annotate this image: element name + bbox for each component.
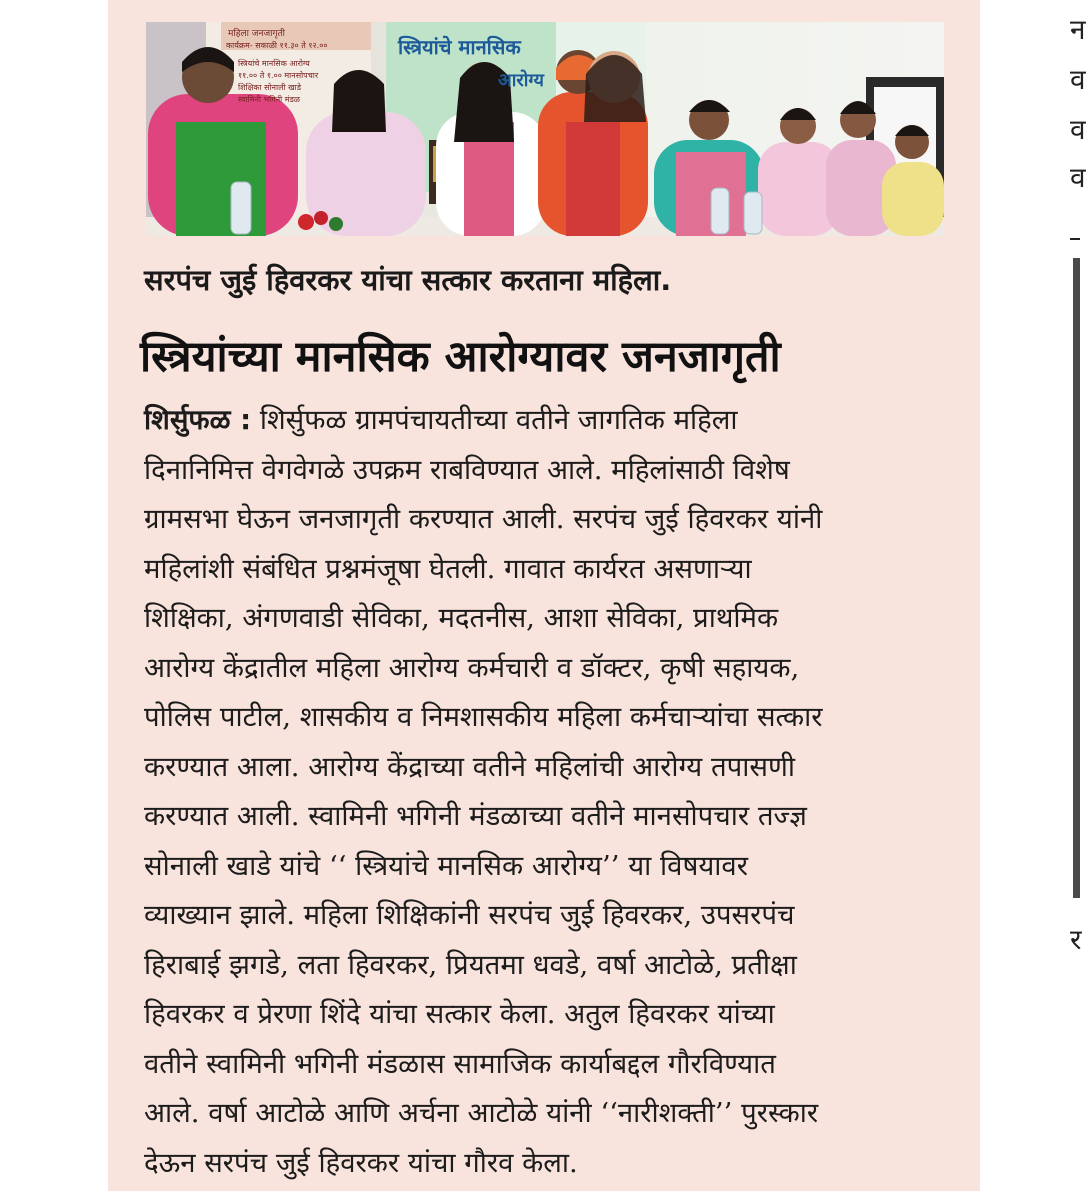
body-line: महिलांशी संबंधित प्रश्नमंजूषा घेतली. गावात कार्यरत असणाऱ्या: [144, 552, 752, 585]
body-line: सोनाली खाडे यांचे ‘‘ स्त्रियांचे मानसिक आरोग्य’’ या विषयावर: [144, 849, 748, 882]
body-line: वतीने स्वामिनी भगिनी मंडळास सामाजिक कार्याबद्दल गौरविण्यात: [144, 1047, 776, 1080]
banner-right-sub: आरोग्य: [498, 70, 544, 91]
body-line: हिराबाई झगडे, लता हिवरकर, प्रियतमा धवडे, वर्षा आटोळे, प्रतीक्षा: [144, 948, 797, 981]
banner-right-title: स्त्रियांचे मानसिक: [398, 35, 521, 59]
banner-line-2: कार्यक्रम- सकाळी ११.३० ते १२.००: [226, 41, 328, 50]
body-line: आरोग्य केंद्रातील महिला आरोग्य कर्मचारी व डॉक्टर, कृषी सहायक,: [144, 651, 800, 684]
banner-line-5: शिक्षिका सोनाली खाडे: [238, 83, 302, 92]
adjacent-text-fragment: व: [1070, 63, 1086, 96]
adjacent-text-fragment: न: [1070, 13, 1086, 46]
left-margin: [0, 0, 108, 1191]
adjacent-column: [1040, 0, 1086, 1191]
adjacent-text-fragment: व: [1070, 161, 1086, 194]
photo-caption: सरपंच जुई हिवरकर यांचा सत्कार करताना महिला.: [144, 263, 672, 297]
banner-line-6: स्वामिनी भगिनी मंडळ: [238, 95, 300, 104]
article-body: [144, 396, 952, 1188]
body-line: ग्रामसभा घेऊन जनजागृती करण्यात आली. सरपंच जुई हिवरकर यांनी: [144, 503, 823, 535]
article-photo: [146, 22, 944, 236]
adjacent-text-fragment: र: [1070, 923, 1082, 956]
body-line: करण्यात आली. स्वामिनी भगिनी मंडळाच्या वतीने मानसोपचार तज्ज्ञ: [144, 800, 807, 832]
banner-line-3: स्त्रियांचे मानसिक आरोग्य: [238, 59, 310, 68]
banner-line-4: ११.०० ते १.०० मानसोपचार: [238, 71, 319, 80]
newspaper-article: [108, 0, 980, 1191]
dateline: शिर्सुफळ :: [144, 404, 252, 436]
banner-line-1: महिला जनजागृती: [228, 29, 285, 39]
adjacent-photo-edge: [1073, 258, 1080, 898]
body-line-text: शिर्सुफळ ग्रामपंचायतीच्या वतीने जागतिक महिला: [251, 404, 738, 436]
body-line: करण्यात आला. आरोग्य केंद्राच्या वतीने महिलांची आरोग्य तपासणी: [144, 750, 795, 783]
body-line: देऊन सरपंच जुई हिवरकर यांचा गौरव केला.: [144, 1146, 578, 1179]
body-line: पोलिस पाटील, शासकीय व निमशासकीय महिला कर्मचाऱ्यांचा सत्कार: [144, 701, 823, 733]
column-rule: [1070, 238, 1080, 240]
body-line: [144, 396, 952, 446]
body-line: दिनानिमित्त वेगवेगळे उपक्रम राबविण्यात आले. महिलांसाठी विशेष: [144, 453, 790, 486]
adjacent-text-fragment: व: [1070, 113, 1086, 146]
body-line: व्याख्यान झाले. महिला शिक्षिकांनी सरपंच जुई हिवरकर, उपसरपंच: [144, 899, 795, 931]
article-headline: स्त्रियांच्या मानसिक आरोग्यावर जनजागृती: [140, 332, 781, 382]
body-line: आले. वर्षा आटोळे आणि अर्चना आटोळे यांनी ‘‘नारीशक्ती’’ पुरस्कार: [144, 1097, 819, 1129]
body-line: हिवरकर व प्रेरणा शिंदे यांचा सत्कार केला. अतुल हिवरकर यांच्या: [144, 998, 775, 1030]
body-line: शिक्षिका, अंगणवाडी सेविका, मदतनीस, आशा सेविका, प्राथमिक: [144, 602, 779, 634]
